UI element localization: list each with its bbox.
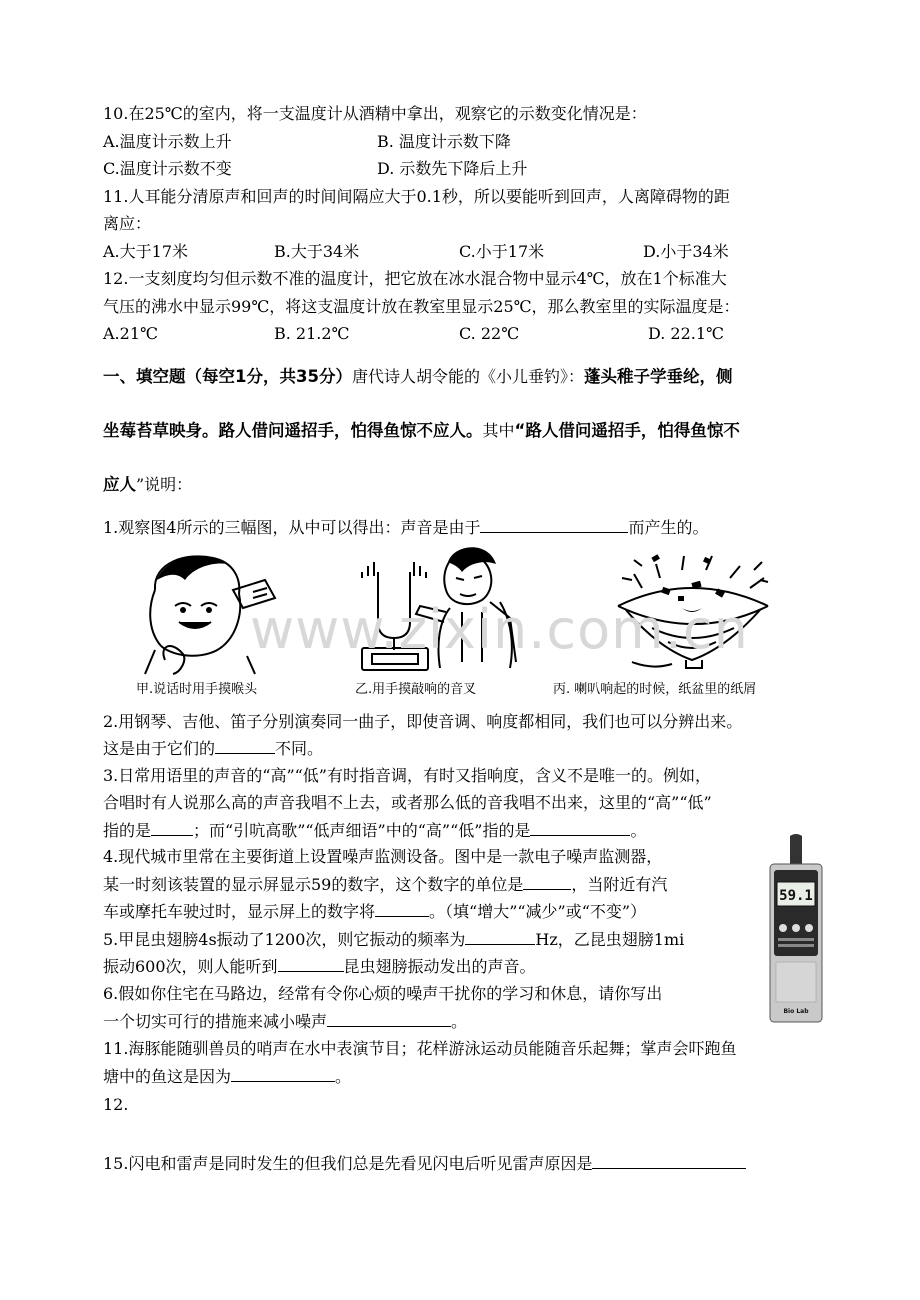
f15-blank[interactable]	[592, 1152, 746, 1169]
f11-line1: 11.海豚能随驯兽员的哨声在水中表演节目；花样游泳运动员能随音乐起舞；掌声会吓跑鱼	[103, 1039, 737, 1058]
poem-line2-row	[103, 420, 740, 442]
f12-line: 12.	[103, 1095, 129, 1114]
f1-blank[interactable]	[480, 516, 628, 533]
poem-line2: 坐莓苔草映身。路人借问遥招手，怕得鱼惊不应人。	[103, 421, 483, 440]
f4-text-a: 某一时刻该装置的显示屏显示59的数字，这个数字的单位是	[103, 875, 524, 894]
f3-text-b: ；而“引吭高歌”“低声细语”中的“高”“低”指的是	[193, 821, 531, 840]
f3-blank-1[interactable]	[151, 819, 193, 836]
f1-end: 而产生的。	[628, 518, 709, 537]
q10-stem: 10.在25℃的室内，将一支温度计从酒精中拿出，观察它的示数变化情况是：	[103, 104, 647, 123]
meter-brand: Bio Lab	[783, 1008, 809, 1015]
f2-text-b: 不同。	[275, 739, 324, 758]
poem-quote1: “路人借问遥招手，怕得鱼惊不	[514, 421, 740, 440]
f3-text-c: 。	[630, 821, 647, 840]
q12-option-a: A.21℃	[103, 324, 158, 343]
f5-line2	[103, 955, 536, 978]
f5-line1	[103, 928, 684, 951]
poem-quote2: 应人	[103, 475, 136, 494]
q12-option-c: C. 22℃	[459, 324, 520, 343]
f11-line2	[103, 1065, 351, 1088]
q12-option-b: B. 21.2℃	[274, 324, 350, 343]
f4-blank-1[interactable]	[523, 873, 571, 890]
f3-line3	[103, 819, 646, 842]
f3-text-a: 指的是	[103, 821, 152, 840]
f4-line2	[103, 873, 667, 896]
poem-intro: 唐代诗人胡令能的《小儿垂钓》：	[351, 367, 584, 386]
f2-line2	[103, 737, 323, 760]
f11-text-a: 塘中的鱼这是因为	[103, 1067, 232, 1086]
q10-option-c: C.温度计示数不变	[103, 159, 232, 178]
f4-line3	[103, 900, 646, 923]
f5-text-b: Hz，乙昆虫翅膀1mi	[535, 930, 685, 949]
q12-stem-line2: 气压的沸水中显示99℃，将这支温度计放在教室里显示25℃，那么教室里的实际温度是：	[103, 297, 740, 316]
f6-text-a: 一个切实可行的措施来减小噪声	[103, 1012, 328, 1031]
f15-text: 15.闪电和雷声是同时发生的但我们总是先看见闪电后听见雷声原因是	[103, 1154, 593, 1173]
f6-blank[interactable]	[327, 1010, 451, 1027]
f5-text-d: 昆虫翅膀振动发出的声音。	[343, 957, 536, 976]
q11-option-a: A.大于17米	[103, 242, 189, 261]
caption-bing: 丙. 喇叭响起的时候，纸盆里的纸屑	[553, 682, 757, 697]
f6-text-b: 。	[451, 1012, 468, 1031]
f3-blank-2[interactable]	[530, 819, 630, 836]
meter-microphone	[790, 834, 802, 866]
f11-blank[interactable]	[231, 1065, 335, 1082]
poem-mid: 其中	[482, 421, 515, 440]
f6-line1: 6.假如你住宅在马路边，经常有令你心烦的噪声干扰你的学习和休息，请你写出	[103, 984, 663, 1003]
f2-text-a: 这是由于它们的	[103, 739, 216, 758]
f5-text-c: 振动600次，则人能听到	[103, 957, 278, 976]
f1-line	[103, 516, 708, 539]
f6-line2	[103, 1010, 467, 1033]
f4-blank-2[interactable]	[375, 900, 429, 917]
f5-text-a: 5.甲昆虫翅膀4s振动了1200次，则它振动的频率为	[103, 930, 466, 949]
f4-line1: 4.现代城市里常在主要街道上设置噪声监测设备。图中是一款电子噪声监测器，	[103, 847, 663, 866]
caption-yi: 乙.用手摸敲响的音叉	[355, 682, 477, 697]
f4-text-b: ，当附近有汽	[571, 875, 668, 894]
f4-text-c: 车或摩托车驶过时，显示屏上的数字将	[103, 902, 376, 921]
q11-option-c: C.小于17米	[459, 242, 545, 261]
meter-reading: 59.1	[779, 888, 813, 904]
watermark: www.zixin.com.cn	[250, 598, 749, 661]
q11-option-d: D.小于34米	[643, 242, 729, 261]
f15-line	[103, 1152, 746, 1175]
section-heading-line	[103, 366, 732, 388]
q11-option-b: B.大于34米	[274, 242, 360, 261]
q11-stem-line2: 离应：	[103, 214, 152, 233]
f1-text: 1.观察图4所示的三幅图，从中可以得出：声音是由于	[103, 518, 481, 537]
poem-line1: 蓬头稚子学垂纶，侧	[583, 367, 733, 386]
q10-option-d: D. 示数先下降后上升	[377, 159, 528, 178]
poem-tail: ”说明：	[136, 475, 193, 494]
f2-blank[interactable]	[215, 737, 275, 754]
poem-line3-row	[103, 474, 192, 496]
caption-jia: 甲.说话时用手摸喉头	[136, 682, 258, 697]
f2-line1: 2.用钢琴、吉他、笛子分别演奏同一曲子，即使音调、响度都相同，我们也可以分辨出来。	[103, 712, 743, 731]
q10-option-a: A.温度计示数上升	[103, 132, 232, 151]
q12-stem-line1: 12.一支刻度均匀但示数不准的温度计，把它放在冰水混合物中显示4℃，放在1个标准大	[103, 269, 727, 288]
f3-line1: 3.日常用语里的声音的“高”“低”有时指音调，有时又指响度，含义不是唯一的。例如，	[103, 766, 711, 785]
noise-meter-image	[768, 832, 824, 1024]
q12-option-d: D. 22.1℃	[648, 324, 724, 343]
f5-blank-2[interactable]	[278, 955, 344, 972]
section-heading: 一、填空题（每空1分，共35分）	[103, 367, 352, 386]
f3-line2: 合唱时有人说那么高的声音我唱不上去，或者那么低的音我唱不出来，这里的“高”“低”	[103, 793, 712, 812]
f4-text-d: 。（填“增大”“减少”或“不变”）	[429, 902, 647, 921]
f11-text-b: 。	[335, 1067, 352, 1086]
f5-blank-1[interactable]	[465, 928, 535, 945]
q11-stem-line1: 11.人耳能分清原声和回声的时间间隔应大于0.1秒，所以要能听到回声，人离障碍物的距	[103, 187, 730, 206]
q10-option-b: B. 温度计示数下降	[377, 132, 511, 151]
